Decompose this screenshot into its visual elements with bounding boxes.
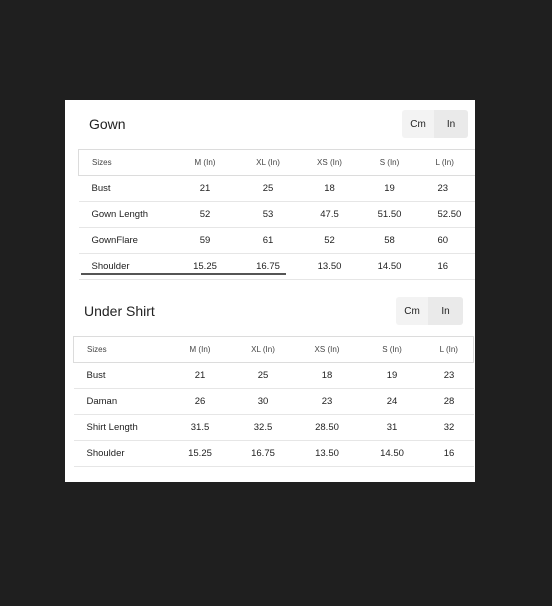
- cell-value: 32.5: [232, 415, 295, 441]
- cell-value: 51.50: [360, 202, 420, 228]
- table-row: [79, 176, 476, 202]
- cell-value: 16.75: [237, 254, 300, 280]
- table-row: [74, 441, 474, 467]
- row-label: Daman: [74, 389, 169, 415]
- cell-value: 14.50: [360, 254, 420, 280]
- table-header-row: [79, 150, 476, 176]
- header-l: L (In): [420, 150, 476, 176]
- header-xs: XS (In): [295, 337, 360, 363]
- cell-value: 24: [360, 389, 425, 415]
- row-label: Bust: [74, 363, 169, 389]
- gown-section: [65, 100, 475, 290]
- cell-value: 28: [425, 389, 474, 415]
- table-header-row: [74, 337, 474, 363]
- cell-value: 26: [169, 389, 232, 415]
- cell-value: 13.50: [295, 441, 360, 467]
- table-row: [79, 254, 476, 280]
- row-label: Shirt Length: [74, 415, 169, 441]
- header-s: S (In): [360, 337, 425, 363]
- table-row: [79, 228, 476, 254]
- under-shirt-size-table: [73, 336, 474, 467]
- gown-unit-cm[interactable]: Cm: [410, 118, 426, 130]
- under-shirt-unit-in[interactable]: In: [428, 297, 463, 325]
- header-m: M (In): [174, 150, 237, 176]
- gown-size-table: [78, 149, 475, 280]
- cell-value: 18: [295, 363, 360, 389]
- size-chart-card: [65, 100, 475, 482]
- table-row: [74, 389, 474, 415]
- cell-value: 30: [232, 389, 295, 415]
- row-label: Gown Length: [79, 202, 174, 228]
- table-row: [74, 415, 474, 441]
- header-sizes: Sizes: [79, 150, 174, 176]
- under-shirt-section: [65, 290, 475, 482]
- cell-value: 53: [237, 202, 300, 228]
- cell-value: 23: [295, 389, 360, 415]
- under-shirt-unit-toggle[interactable]: [396, 297, 463, 325]
- cell-value: 15.25: [174, 254, 237, 280]
- cell-value: 25: [232, 363, 295, 389]
- cell-value: 23: [425, 363, 474, 389]
- cell-value: 52.50: [420, 202, 476, 228]
- cell-value: 59: [174, 228, 237, 254]
- under-shirt-unit-cm[interactable]: Cm: [404, 305, 420, 317]
- row-label: Shoulder: [79, 254, 174, 280]
- gown-title: Gown: [89, 116, 126, 132]
- cell-value: 16: [425, 441, 474, 467]
- table-row: [79, 202, 476, 228]
- gown-table-scrollbar[interactable]: [81, 273, 286, 275]
- header-xs: XS (In): [300, 150, 360, 176]
- cell-value: 32: [425, 415, 474, 441]
- cell-value: 14.50: [360, 441, 425, 467]
- cell-value: 25: [237, 176, 300, 202]
- cell-value: 61: [237, 228, 300, 254]
- gown-unit-toggle[interactable]: [402, 110, 468, 138]
- cell-value: 21: [169, 363, 232, 389]
- cell-value: 28.50: [295, 415, 360, 441]
- cell-value: 31: [360, 415, 425, 441]
- under-shirt-title: Under Shirt: [84, 303, 155, 319]
- header-s: S (In): [360, 150, 420, 176]
- header-sizes: Sizes: [74, 337, 169, 363]
- table-row: [74, 363, 474, 389]
- cell-value: 21: [174, 176, 237, 202]
- header-m: M (In): [169, 337, 232, 363]
- cell-value: 19: [360, 176, 420, 202]
- cell-value: 23: [420, 176, 476, 202]
- row-label: Bust: [79, 176, 174, 202]
- gown-unit-in[interactable]: In: [434, 110, 468, 138]
- cell-value: 52: [300, 228, 360, 254]
- cell-value: 60: [420, 228, 476, 254]
- cell-value: 52: [174, 202, 237, 228]
- header-xl: XL (In): [237, 150, 300, 176]
- row-label: GownFlare: [79, 228, 174, 254]
- header-xl: XL (In): [232, 337, 295, 363]
- row-label: Shoulder: [74, 441, 169, 467]
- cell-value: 13.50: [300, 254, 360, 280]
- cell-value: 16.75: [232, 441, 295, 467]
- header-l: L (In): [425, 337, 474, 363]
- cell-value: 31.5: [169, 415, 232, 441]
- cell-value: 16: [420, 254, 476, 280]
- cell-value: 15.25: [169, 441, 232, 467]
- cell-value: 58: [360, 228, 420, 254]
- cell-value: 19: [360, 363, 425, 389]
- cell-value: 18: [300, 176, 360, 202]
- cell-value: 47.5: [300, 202, 360, 228]
